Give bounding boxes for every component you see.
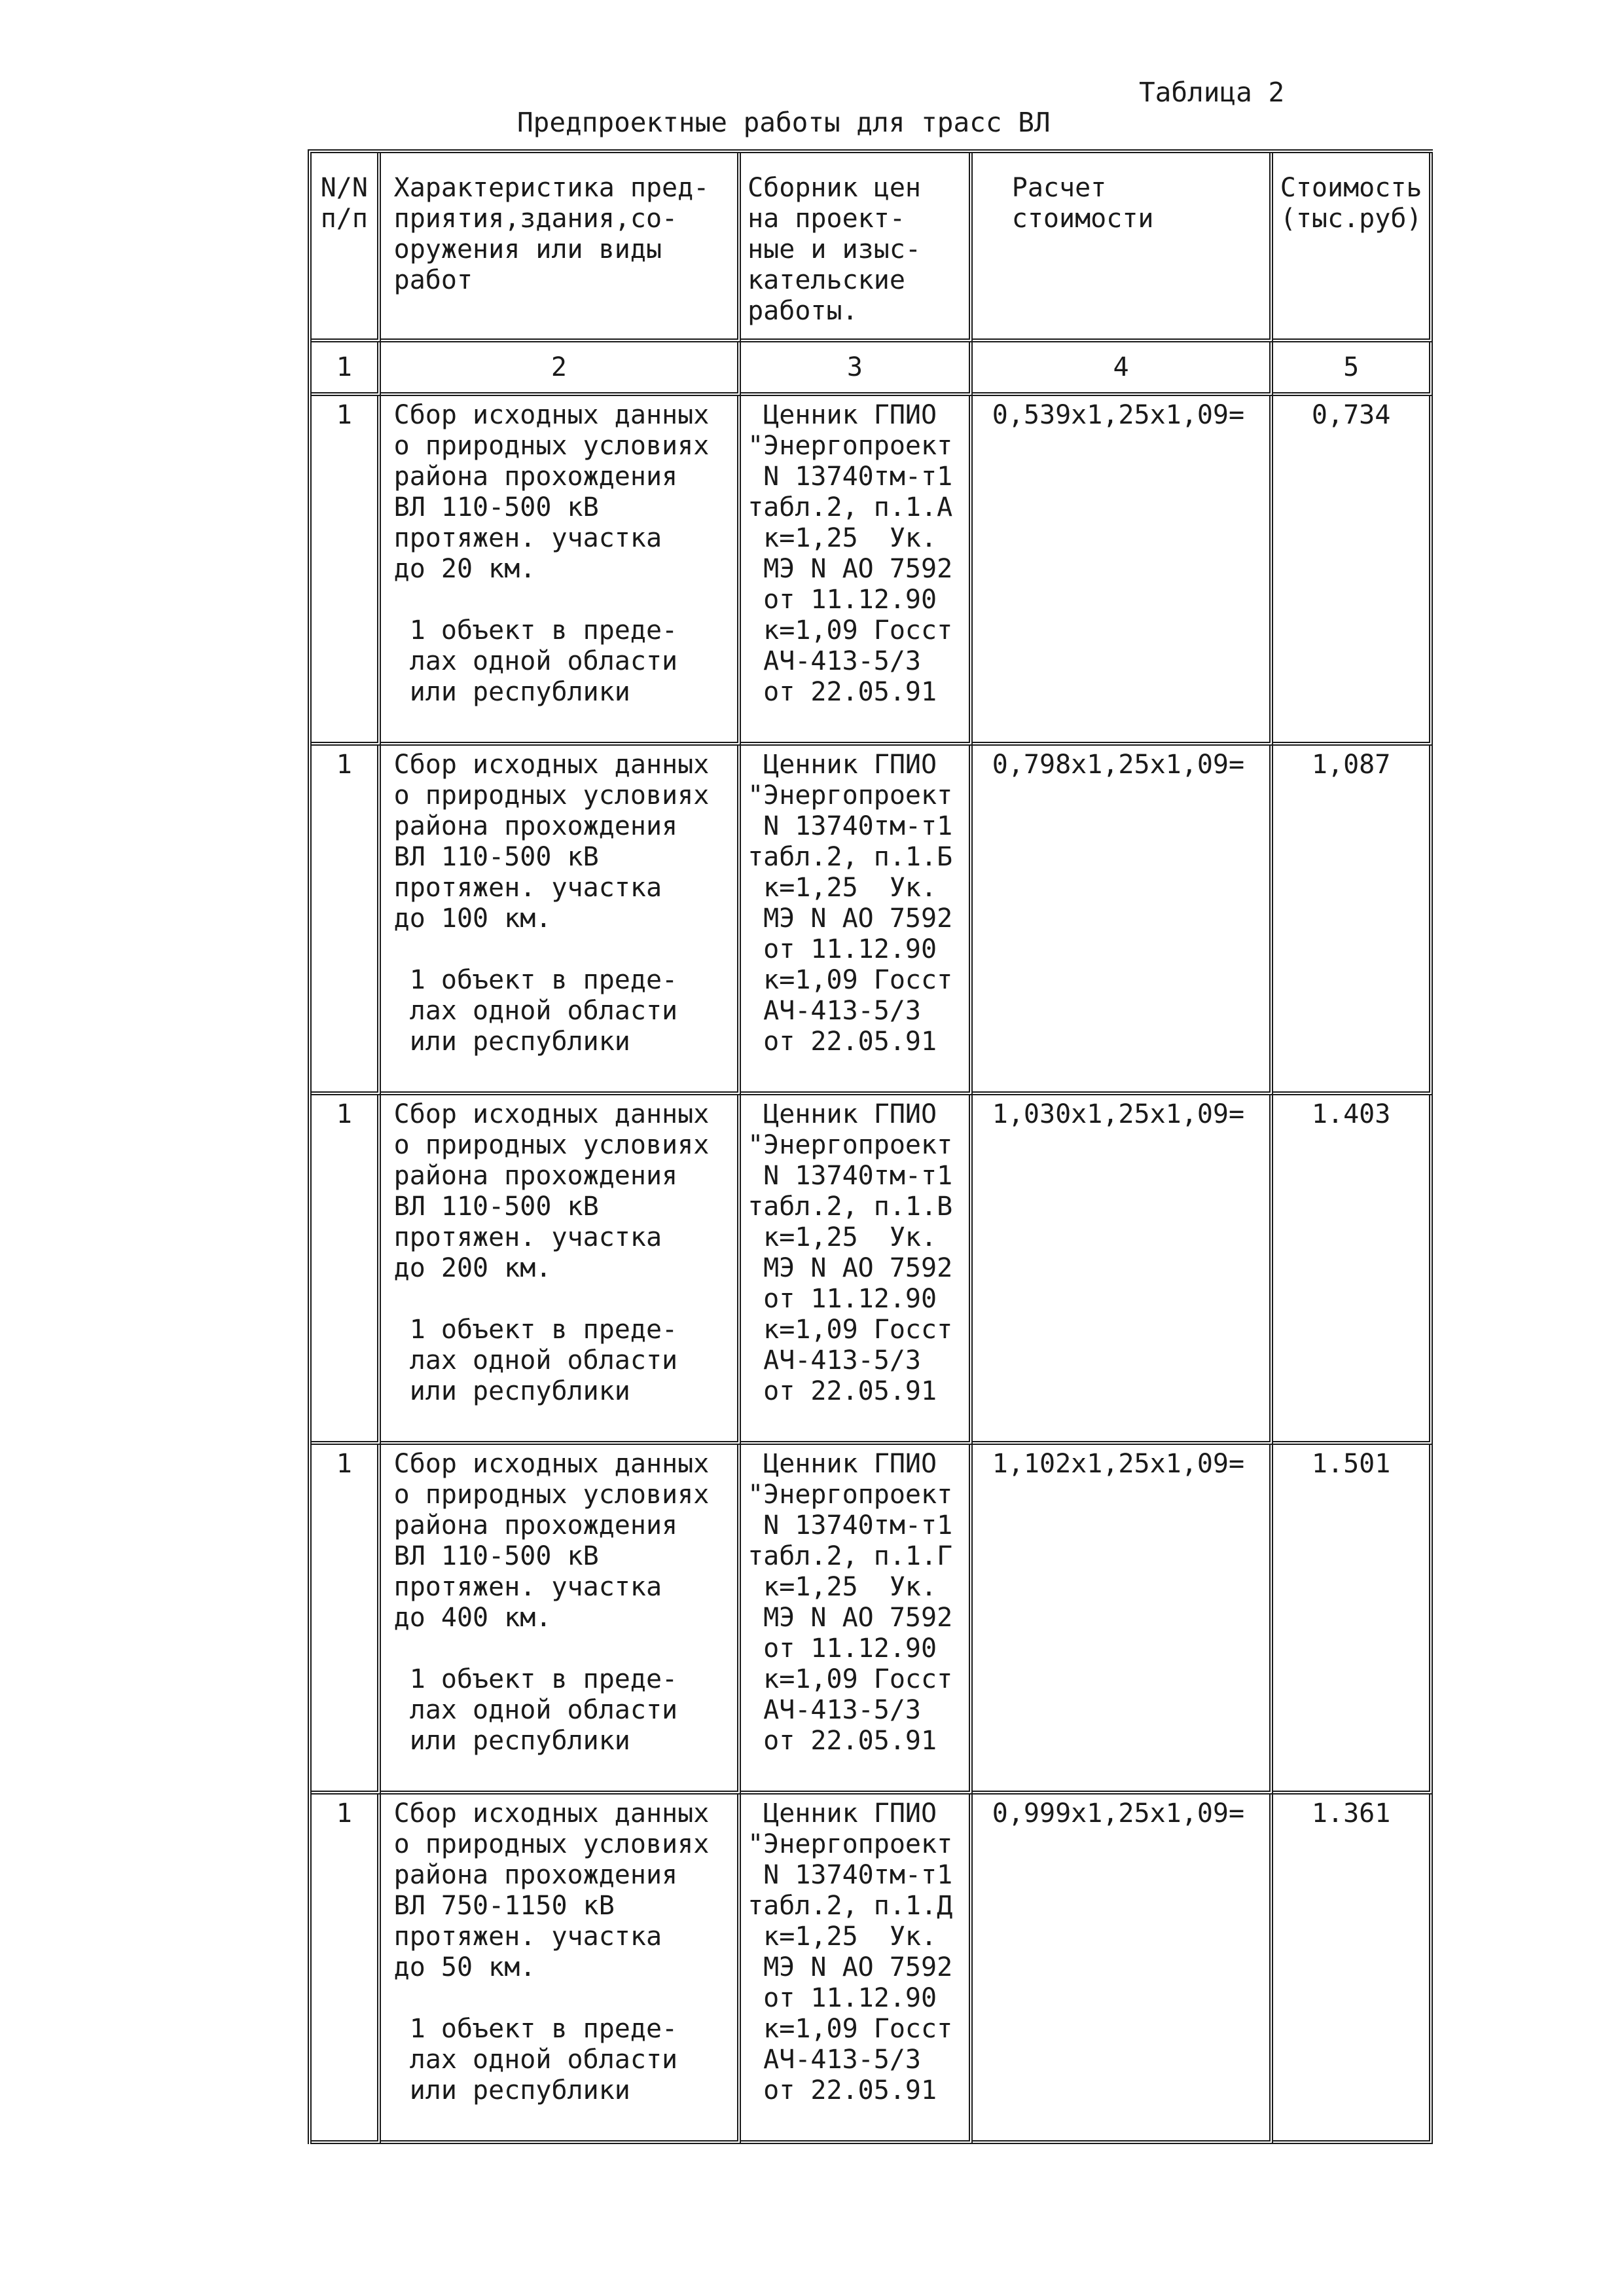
row-cost: 1,087	[1311, 750, 1391, 780]
table-row	[312, 1095, 1433, 1445]
table-row	[312, 1445, 1433, 1795]
table-row	[312, 396, 1433, 746]
row-number-cell	[312, 1795, 381, 2144]
document-title: Предпроектные работы для трасс ВЛ	[517, 107, 1051, 138]
calculation-cell	[973, 396, 1274, 746]
row-number: 1	[336, 1798, 352, 1829]
calculation-cell	[973, 746, 1274, 1095]
description-cell	[381, 1095, 741, 1445]
row-source: Ценник ГПИО "Энергопроект N 13740тм-т1 табл.2, п.1.Б к=1,25 Ук. МЭ N АО 7592 от 11.12.90 к=1,09 Госст АЧ-413-5/3 от 22.05.91	[748, 750, 953, 1057]
column-number-4: 4	[973, 342, 1274, 396]
row-calculation: 0,999x1,25x1,09=	[992, 1798, 1245, 1829]
cost-cell	[1273, 746, 1433, 1095]
cost-cell	[1273, 1445, 1433, 1795]
cost-cell	[1273, 396, 1433, 746]
row-calculation: 0,539x1,25x1,09=	[992, 400, 1245, 430]
source-cell	[741, 1095, 973, 1445]
header-cost-text: Стоимость (тыс.руб)	[1280, 173, 1422, 234]
header-cell-description	[381, 153, 741, 342]
column-number-row	[312, 342, 1433, 396]
row-number: 1	[336, 1449, 352, 1479]
row-source: Ценник ГПИО "Энергопроект N 13740тм-т1 табл.2, п.1.Д к=1,25 Ук. МЭ N АО 7592 от 11.12.90 к=1,09 Госст АЧ-413-5/3 от 22.05.91	[748, 1798, 953, 2105]
description-cell	[381, 1795, 741, 2144]
source-cell	[741, 1445, 973, 1795]
source-cell	[741, 746, 973, 1095]
row-number-cell	[312, 746, 381, 1095]
calculation-cell	[973, 1445, 1274, 1795]
cost-table	[308, 149, 1433, 2144]
cost-cell	[1273, 1795, 1433, 2144]
cost-cell	[1273, 1095, 1433, 1445]
source-cell	[741, 396, 973, 746]
calculation-cell	[973, 1095, 1274, 1445]
row-number: 1	[336, 1099, 352, 1129]
header-cell-source	[741, 153, 973, 342]
header-description-text: Характеристика пред- приятия,здания,со- оружения или виды работ	[393, 173, 710, 295]
header-calculation-text: Расчет стоимости	[1011, 173, 1154, 234]
header-source-text: Сборник цен на проект- ные и изыс- кательские работы.	[748, 173, 921, 326]
row-description: Сбор исходных данных о природных условиях района прохождения ВЛ 750-1150 кВ протяжен. участка до 50 км. 1 объект в преде- лах одной области или республики	[393, 1798, 710, 2105]
description-cell	[381, 746, 741, 1095]
row-source: Ценник ГПИО "Энергопроект N 13740тм-т1 табл.2, п.1.Г к=1,25 Ук. МЭ N АО 7592 от 11.12.90 к=1,09 Госст АЧ-413-5/3 от 22.05.91	[748, 1449, 953, 1756]
header-number-text: N/N п/п	[320, 173, 368, 234]
calculation-cell	[973, 1795, 1274, 2144]
row-cost: 1.361	[1311, 1798, 1391, 1829]
row-number: 1	[336, 400, 352, 430]
description-cell	[381, 396, 741, 746]
table-row	[312, 1795, 1433, 2144]
description-cell	[381, 1445, 741, 1795]
column-number-5: 5	[1273, 342, 1433, 396]
header-cell-number	[312, 153, 381, 342]
header-cell-calculation	[973, 153, 1274, 342]
row-calculation: 0,798x1,25x1,09=	[992, 750, 1245, 780]
row-cost: 0,734	[1311, 400, 1391, 430]
table-number-label: Таблица 2	[1139, 77, 1285, 108]
source-cell	[741, 1795, 973, 2144]
row-description: Сбор исходных данных о природных условиях района прохождения ВЛ 110-500 кВ протяжен. участка до 200 км. 1 объект в преде- лах одной области или республики	[393, 1099, 710, 1406]
table-row	[312, 746, 1433, 1095]
row-source: Ценник ГПИО "Энергопроект N 13740тм-т1 табл.2, п.1.А к=1,25 Ук. МЭ N АО 7592 от 11.12.90 к=1,09 Госст АЧ-413-5/3 от 22.05.91	[748, 400, 953, 707]
row-number-cell	[312, 1095, 381, 1445]
row-cost: 1.501	[1311, 1449, 1391, 1479]
row-description: Сбор исходных данных о природных условиях района прохождения ВЛ 110-500 кВ протяжен. участка до 400 км. 1 объект в преде- лах одной области или республики	[393, 1449, 710, 1756]
row-number: 1	[336, 750, 352, 780]
column-number-3: 3	[741, 342, 973, 396]
row-description: Сбор исходных данных о природных условиях района прохождения ВЛ 110-500 кВ протяжен. участка до 100 км. 1 объект в преде- лах одной области или республики	[393, 750, 710, 1057]
row-calculation: 1,030x1,25x1,09=	[992, 1099, 1245, 1129]
row-number-cell	[312, 396, 381, 746]
row-calculation: 1,102x1,25x1,09=	[992, 1449, 1245, 1479]
row-number-cell	[312, 1445, 381, 1795]
column-number-2: 2	[381, 342, 741, 396]
column-number-1: 1	[312, 342, 381, 396]
row-source: Ценник ГПИО "Энергопроект N 13740тм-т1 табл.2, п.1.В к=1,25 Ук. МЭ N АО 7592 от 11.12.90 к=1,09 Госст АЧ-413-5/3 от 22.05.91	[748, 1099, 953, 1406]
table-header-row	[312, 153, 1433, 342]
row-description: Сбор исходных данных о природных условиях района прохождения ВЛ 110-500 кВ протяжен. участка до 20 км. 1 объект в преде- лах одной области или республики	[393, 400, 710, 707]
header-cell-cost	[1273, 153, 1433, 342]
row-cost: 1.403	[1311, 1099, 1391, 1129]
